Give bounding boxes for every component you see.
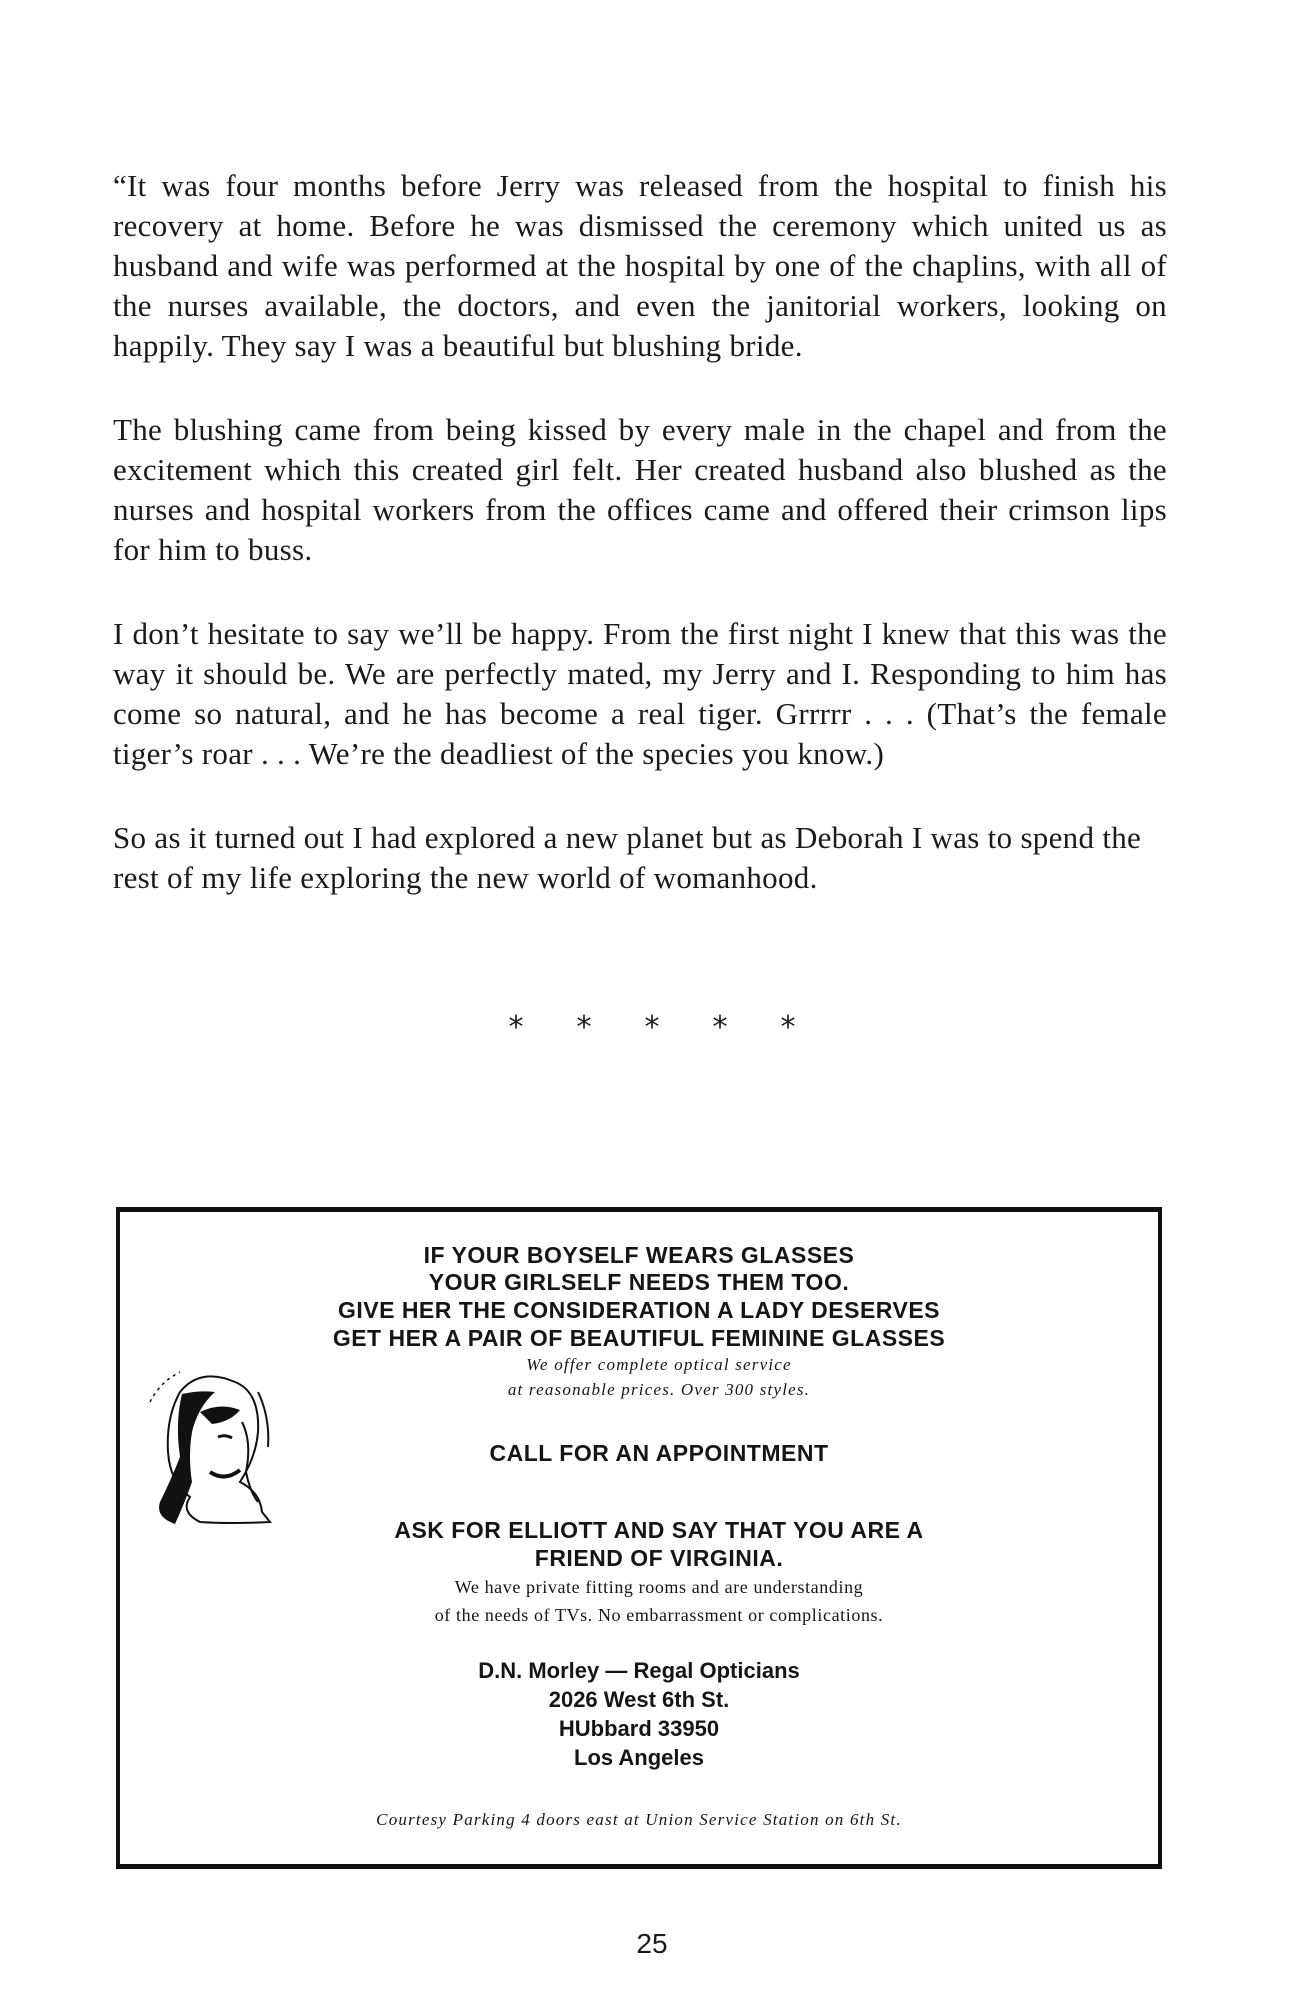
ad-private-note: of the needs of TVs. No embarrassment or complications. [434, 1605, 884, 1625]
article-body [113, 166, 1167, 942]
ad-business-name: D.N. Morley — Regal Opticians [478, 1658, 800, 1683]
separator-asterisk: * [712, 1010, 728, 1045]
ad-ask-line: FRIEND OF VIRGINIA. [534, 1545, 784, 1571]
advertisement-box [116, 1207, 1162, 1869]
paragraph: I don’t hesitate to say we’ll be happy. From the first night I knew that this was the way it should be. We are perfectly mated, my Jerry and I. Responding to him has come so natural, and he has become a real tiger. Grrrrr . . . (That’s the female tiger’s roar . . . We’re the deadliest of the species you know.) [113, 616, 1167, 771]
ad-private-note: We have private fitting rooms and are understanding [454, 1577, 864, 1597]
page-number: 25 [636, 1928, 668, 1959]
separator-asterisk: * [576, 1010, 592, 1045]
ad-ask-line: ASK FOR ELLIOTT AND SAY THAT YOU ARE A [394, 1517, 924, 1543]
paragraph: “It was four months before Jerry was released from the hospital to finish his recovery at home. Before he was dismissed the ceremony which united us as husband and wife was performed at the hospital by one of the chaplins, with all of the nurses available, the doctors, and even the janitorial workers, looking on happily. They say I was a beautiful but blushing bride. [113, 168, 1167, 363]
ad-headline: YOUR GIRLSELF NEEDS THEM TOO. [428, 1269, 850, 1295]
ad-street: 2026 West 6th St. [548, 1687, 730, 1712]
section-separator [0, 1010, 1304, 1045]
separator-asterisk: * [780, 1010, 796, 1045]
ad-headline: IF YOUR BOYSELF WEARS GLASSES [423, 1242, 855, 1268]
ad-headline: GET HER A PAIR OF BEAUTIFUL FEMININE GLASSES [332, 1325, 946, 1351]
ad-parking-note: Courtesy Parking 4 doors east at Union Service Station on 6th St. [376, 1810, 902, 1829]
ad-headline: GIVE HER THE CONSIDERATION A LADY DESERVES [337, 1297, 941, 1323]
ad-city: Los Angeles [574, 1745, 704, 1770]
separator-asterisk: * [644, 1010, 660, 1045]
separator-asterisk: * [508, 1010, 524, 1045]
paragraph: The blushing came from being kissed by every male in the chapel and from the excitement which this created girl felt. Her created husband also blushed as the nurses and hospital workers from the offices came and offered their crimson lips for him to buss. [113, 412, 1167, 567]
paragraph: So as it turned out I had explored a new planet but as Deborah I was to spend the rest of my life exploring the new world of womanhood. [113, 820, 1142, 895]
ad-phone: HUbbard 33950 [558, 1716, 720, 1741]
ad-service-note: We offer complete optical service [526, 1355, 792, 1374]
ad-service-note: at reasonable prices. Over 300 styles. [507, 1380, 811, 1399]
ad-call-to-action: CALL FOR AN APPOINTMENT [489, 1440, 829, 1466]
